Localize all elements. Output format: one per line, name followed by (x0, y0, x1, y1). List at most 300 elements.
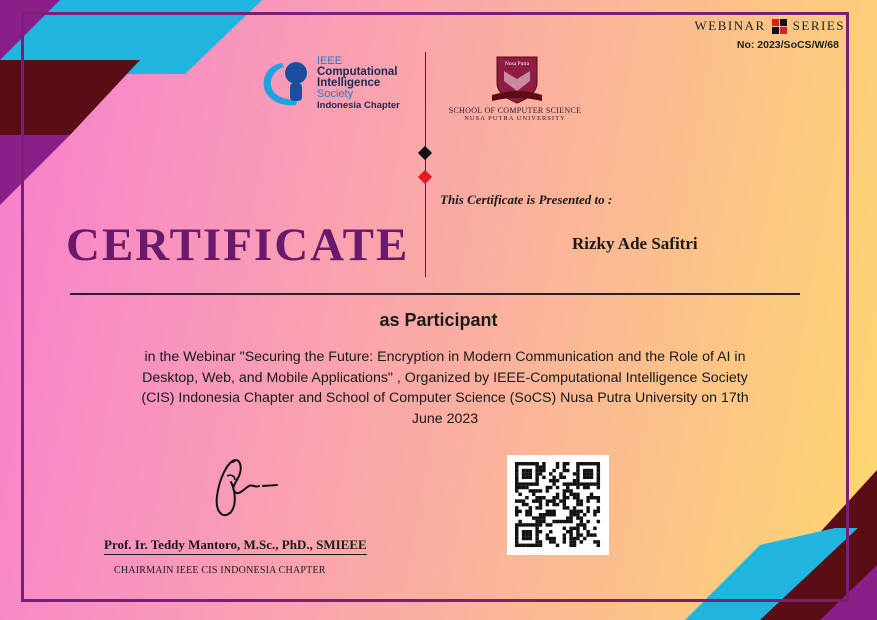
qr-module (573, 482, 576, 485)
qr-module (586, 476, 589, 479)
qr-module (590, 462, 593, 465)
qr-module (590, 472, 593, 475)
ieee-line5: Indonesia Chapter (317, 100, 400, 111)
qr-module (525, 469, 528, 472)
qr-module (566, 496, 569, 499)
qr-module (590, 533, 593, 536)
qr-module (518, 523, 521, 526)
qr-module (563, 503, 566, 506)
qr-module (573, 513, 576, 516)
ieee-cis-logo-icon (260, 55, 310, 110)
qr-module (542, 476, 545, 479)
qr-module (569, 516, 572, 519)
qr-module (525, 472, 528, 475)
qr-module (539, 469, 542, 472)
presented-to-label: This Certificate is Presented to : (440, 192, 613, 207)
qr-module (580, 510, 583, 513)
qr-module (529, 537, 532, 540)
qr-module (563, 489, 566, 492)
qr-module (569, 537, 572, 540)
qr-module (597, 479, 600, 482)
qr-module (515, 472, 518, 475)
qr-module (539, 465, 542, 468)
qr-module (552, 476, 555, 479)
qr-module (573, 506, 576, 509)
qr-module (522, 486, 525, 489)
qr-module (535, 472, 538, 475)
handwritten-signature (205, 452, 285, 527)
qr-module (515, 527, 518, 530)
qr-module (559, 472, 562, 475)
qr-module (580, 482, 583, 485)
qr-module (522, 530, 525, 533)
qr-module (566, 520, 569, 523)
qr-module (593, 540, 596, 543)
qr-module (522, 499, 525, 502)
qr-module (529, 482, 532, 485)
qr-module (539, 513, 542, 516)
qr-module (576, 482, 579, 485)
qr-module (532, 489, 535, 492)
qr-module (549, 472, 552, 475)
qr-module (576, 496, 579, 499)
qr-module (593, 462, 596, 465)
qr-module (580, 462, 583, 465)
qr-module (546, 503, 549, 506)
qr-module (580, 523, 583, 526)
qr-module (552, 513, 555, 516)
qr-module (525, 496, 528, 499)
qr-module (593, 527, 596, 530)
qr-module (518, 493, 521, 496)
qr-module (552, 469, 555, 472)
ieee-cis-logo-text (317, 56, 400, 111)
webinar-series-label (694, 18, 845, 34)
qr-module (576, 530, 579, 533)
qr-module (573, 537, 576, 540)
qr-module (597, 462, 600, 465)
qr-module (522, 469, 525, 472)
qr-module (586, 469, 589, 472)
qr-module (546, 486, 549, 489)
recipient-name: Rizky Ade Safitri (572, 234, 698, 253)
qr-module (539, 499, 542, 502)
qr-module (556, 544, 559, 547)
qr-module (542, 513, 545, 516)
qr-module (549, 513, 552, 516)
qr-module (586, 510, 589, 513)
qr-module (576, 513, 579, 516)
qr-module (532, 493, 535, 496)
qr-module (532, 499, 535, 502)
qr-module (586, 520, 589, 523)
qr-module (549, 479, 552, 482)
qr-module (552, 496, 555, 499)
qr-module (597, 476, 600, 479)
ieee-line4: Society (317, 88, 354, 100)
qr-module (522, 544, 525, 547)
qr-module (552, 510, 555, 513)
qr-module (573, 510, 576, 513)
qr-module (576, 537, 579, 540)
qr-module (546, 499, 549, 502)
qr-module (556, 520, 559, 523)
qr-module (532, 482, 535, 485)
qr-module (556, 496, 559, 499)
qr-module (552, 540, 555, 543)
qr-module (597, 469, 600, 472)
qr-module (525, 513, 528, 516)
qr-module (535, 482, 538, 485)
qr-module (563, 506, 566, 509)
qr-module (597, 486, 600, 489)
ieee-line1: IEEE (317, 55, 343, 67)
qr-module (515, 537, 518, 540)
qr-module (569, 540, 572, 543)
qr-module (563, 533, 566, 536)
qr-module (549, 530, 552, 533)
border-frame (21, 12, 849, 602)
ieee-line3: Intelligence (317, 77, 381, 89)
qr-module (515, 523, 518, 526)
qr-module (535, 527, 538, 530)
qr-module (542, 465, 545, 468)
qr-module (576, 503, 579, 506)
qr-module (522, 476, 525, 479)
qr-module (518, 499, 521, 502)
qr-module (576, 486, 579, 489)
qr-module (546, 533, 549, 536)
qr-module (569, 544, 572, 547)
qr-module (529, 544, 532, 547)
qr-module (569, 489, 572, 492)
qr-module (590, 476, 593, 479)
qr-module (590, 469, 593, 472)
qr-module (569, 493, 572, 496)
qr-module (569, 520, 572, 523)
qr-module (546, 510, 549, 513)
qr-module (539, 503, 542, 506)
qr-module (593, 533, 596, 536)
qr-module (563, 482, 566, 485)
qr-module (515, 489, 518, 492)
qr-module (590, 493, 593, 496)
qr-module (590, 482, 593, 485)
qr-module (563, 476, 566, 479)
qr-module (597, 540, 600, 543)
qr-module (556, 465, 559, 468)
qr-module (556, 486, 559, 489)
qr-module (535, 533, 538, 536)
qr-module (576, 523, 579, 526)
qr-module (576, 533, 579, 536)
qr-module (532, 462, 535, 465)
qr-module (566, 530, 569, 533)
qr-module (593, 482, 596, 485)
qr-module (549, 523, 552, 526)
qr-module (529, 469, 532, 472)
qr-module (583, 472, 586, 475)
qr-module (525, 530, 528, 533)
qr-module (542, 469, 545, 472)
qr-module (542, 496, 545, 499)
qr-module (576, 479, 579, 482)
qr-module (559, 520, 562, 523)
vertical-divider (425, 52, 426, 277)
participant-role: as Participant (379, 310, 498, 330)
qr-module (566, 462, 569, 465)
school-name (430, 106, 600, 122)
certificate-title: CERTIFICATE (66, 219, 410, 271)
qr-module (529, 489, 532, 492)
qr-module (569, 533, 572, 536)
qr-module (586, 530, 589, 533)
qr-module (525, 482, 528, 485)
qr-module (535, 520, 538, 523)
qr-module (583, 482, 586, 485)
qr-module (525, 533, 528, 536)
qr-module (515, 476, 518, 479)
qr-module (586, 496, 589, 499)
qr-module (532, 516, 535, 519)
qr-module (539, 496, 542, 499)
qr-module (518, 510, 521, 513)
qr-module (522, 533, 525, 536)
qr-module (535, 530, 538, 533)
qr-module (522, 503, 525, 506)
school-line2: NUSA PUTRA UNIVERSITY (464, 115, 566, 122)
qr-module (573, 544, 576, 547)
qr-module (576, 476, 579, 479)
qr-module (532, 544, 535, 547)
qr-module (518, 544, 521, 547)
qr-module (580, 503, 583, 506)
qr-module (539, 516, 542, 519)
qr-module (583, 462, 586, 465)
qr-module (539, 540, 542, 543)
qr-module (583, 523, 586, 526)
qr-module (515, 482, 518, 485)
qr-module (590, 496, 593, 499)
certificate-number: No: 2023/SoCS/W/68 (736, 39, 839, 51)
qr-module (559, 476, 562, 479)
qr-module (566, 482, 569, 485)
school-line1: SCHOOL OF COMPUTER SCIENCE (448, 106, 582, 115)
signatory-name: Prof. Ir. Teddy Mantoro, M.Sc., PhD., SMIEEE (104, 537, 367, 555)
qr-module (525, 476, 528, 479)
qr-module (542, 520, 545, 523)
qr-module (535, 496, 538, 499)
series-logo-icon (772, 19, 787, 34)
qr-module (583, 527, 586, 530)
qr-module (515, 462, 518, 465)
qr-module (535, 516, 538, 519)
qr-module (522, 472, 525, 475)
qr-module (529, 506, 532, 509)
qr-module (518, 462, 521, 465)
qr-module (563, 462, 566, 465)
qr-module (586, 472, 589, 475)
qr-code (507, 455, 609, 555)
qr-module (593, 496, 596, 499)
qr-module (573, 527, 576, 530)
school-crest-icon (492, 55, 542, 105)
qr-module (563, 537, 566, 540)
qr-module (597, 544, 600, 547)
qr-module (597, 499, 600, 502)
qr-module (597, 465, 600, 468)
qr-module (525, 510, 528, 513)
qr-module (539, 506, 542, 509)
qr-module (535, 469, 538, 472)
qr-module (546, 523, 549, 526)
qr-module (552, 520, 555, 523)
qr-module (597, 506, 600, 509)
qr-module (546, 489, 549, 492)
qr-module (532, 523, 535, 526)
qr-module (535, 540, 538, 543)
qr-module (576, 510, 579, 513)
qr-module (535, 523, 538, 526)
qr-module (573, 540, 576, 543)
qr-module (529, 476, 532, 479)
qr-module (576, 516, 579, 519)
qr-module (563, 465, 566, 468)
qr-module (586, 462, 589, 465)
qr-module (522, 537, 525, 540)
qr-module (586, 533, 589, 536)
qr-module (522, 523, 525, 526)
qr-module (563, 540, 566, 543)
signatory-title: CHAIRMAIN IEEE CIS INDONESIA CHAPTER (114, 565, 326, 576)
qr-module (529, 472, 532, 475)
qr-module (569, 482, 572, 485)
qr-module (566, 506, 569, 509)
qr-module (515, 479, 518, 482)
qr-module (515, 499, 518, 502)
qr-module (515, 513, 518, 516)
qr-module (576, 493, 579, 496)
qr-module (563, 469, 566, 472)
webinar-description: in the Webinar "Securing the Future: Encryption in Modern Communication and the Role of AI in Desktop, Web, and Mobile Applications" , Organized by IEEE-Computational Intelligence Society (CIS) Indonesia Chapter and School of Computer Science (SoCS) Nusa Putra University on 17th June 2023 (141, 349, 749, 427)
qr-module (580, 516, 583, 519)
qr-module (576, 499, 579, 502)
qr-module (586, 499, 589, 502)
qr-module (576, 472, 579, 475)
qr-module (552, 503, 555, 506)
qr-module (535, 479, 538, 482)
qr-module (515, 530, 518, 533)
qr-module (580, 499, 583, 502)
qr-module (529, 462, 532, 465)
qr-module (566, 486, 569, 489)
qr-module (573, 496, 576, 499)
qr-module (535, 506, 538, 509)
qr-module (542, 462, 545, 465)
qr-module (546, 513, 549, 516)
qr-module (552, 479, 555, 482)
qr-module (539, 489, 542, 492)
qr-module (573, 479, 576, 482)
qr-module (573, 472, 576, 475)
qr-module (525, 486, 528, 489)
qr-module (583, 537, 586, 540)
qr-module (576, 527, 579, 530)
qr-module (576, 465, 579, 468)
qr-module (529, 533, 532, 536)
qr-module (535, 499, 538, 502)
qr-module (535, 544, 538, 547)
qr-module (597, 520, 600, 523)
qr-module (525, 537, 528, 540)
qr-module (563, 520, 566, 523)
qr-module (586, 486, 589, 489)
qr-module (518, 520, 521, 523)
qr-module (515, 510, 518, 513)
ieee-line2: Computational (317, 66, 398, 78)
qr-module (535, 537, 538, 540)
qr-module (515, 469, 518, 472)
qr-module (597, 482, 600, 485)
qr-module (583, 476, 586, 479)
qr-module (597, 510, 600, 513)
qr-module (542, 516, 545, 519)
qr-module (515, 533, 518, 536)
qr-module (597, 472, 600, 475)
qr-module (522, 462, 525, 465)
qr-module (515, 486, 518, 489)
qr-module (515, 506, 518, 509)
qr-module (525, 462, 528, 465)
qr-module (552, 499, 555, 502)
qr-module (556, 479, 559, 482)
qr-module (583, 469, 586, 472)
horizontal-divider (70, 293, 800, 295)
qr-module (549, 499, 552, 502)
qr-module (546, 537, 549, 540)
series-left-text: WEBINAR (694, 18, 766, 33)
series-right-text: SERIES (792, 18, 845, 33)
qr-module (566, 489, 569, 492)
qr-module (539, 523, 542, 526)
qr-module (580, 540, 583, 543)
qr-module (535, 476, 538, 479)
qr-module (535, 489, 538, 492)
qr-module (522, 482, 525, 485)
qr-module (539, 472, 542, 475)
qr-module (529, 513, 532, 516)
qr-code-pattern (507, 455, 609, 555)
qr-module (597, 496, 600, 499)
qr-module (569, 510, 572, 513)
qr-module (576, 462, 579, 465)
qr-module (515, 465, 518, 468)
qr-module (580, 520, 583, 523)
qr-module (586, 482, 589, 485)
qr-module (559, 499, 562, 502)
qr-module (569, 527, 572, 530)
qr-module (549, 537, 552, 540)
qr-module (569, 513, 572, 516)
qr-module (569, 530, 572, 533)
qr-module (580, 533, 583, 536)
qr-module (518, 482, 521, 485)
qr-module (563, 527, 566, 530)
qr-module (539, 544, 542, 547)
qr-module (515, 540, 518, 543)
qr-module (539, 520, 542, 523)
qr-module (525, 544, 528, 547)
